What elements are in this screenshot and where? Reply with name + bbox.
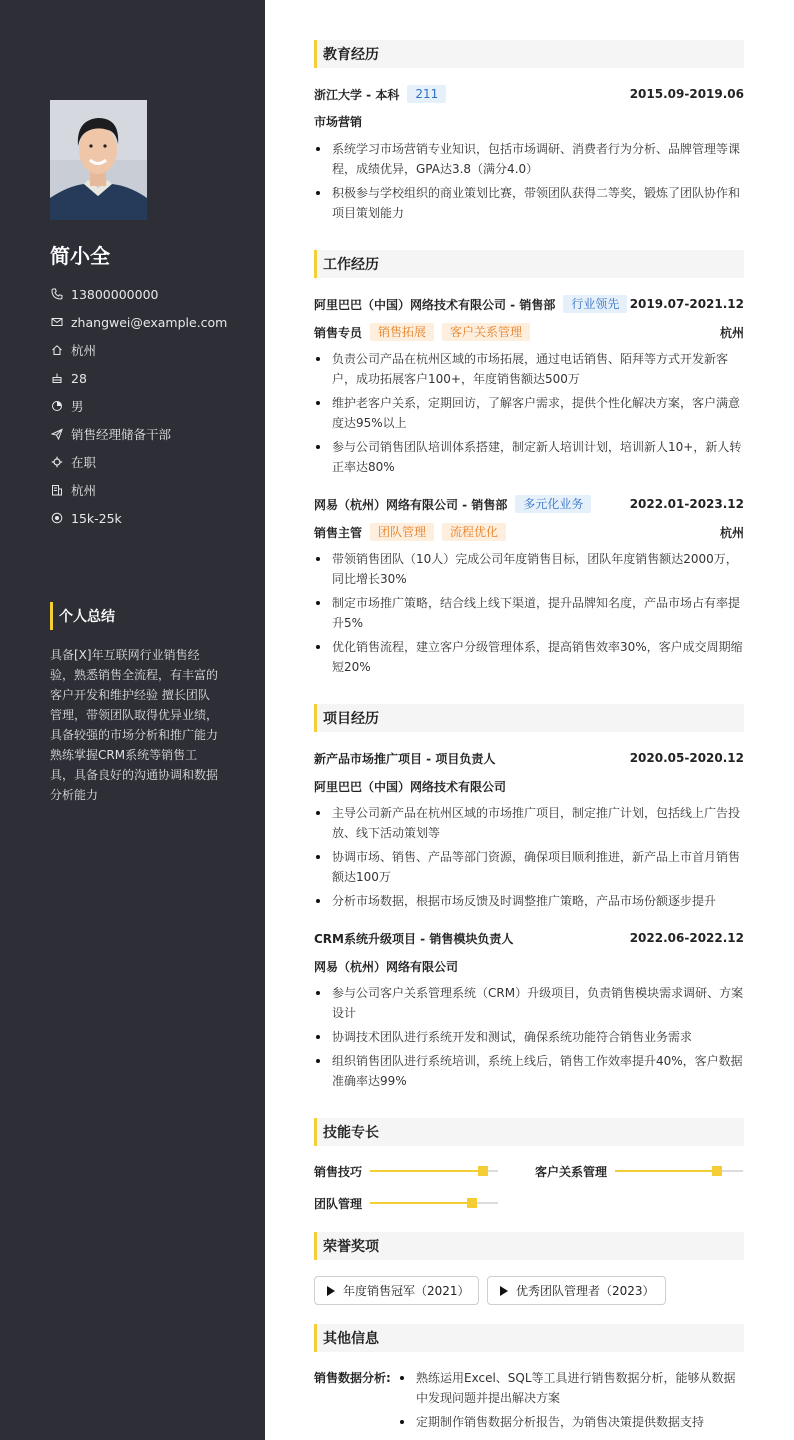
work-2-company: 网易（杭州）网络有限公司 - 销售部 xyxy=(314,497,508,512)
age-text: 28 xyxy=(71,370,87,386)
target-city-text: 杭州 xyxy=(71,483,97,498)
city-text: 杭州 xyxy=(71,343,97,358)
salary-text: 15k-25k xyxy=(71,510,122,526)
mail-icon xyxy=(50,316,63,329)
project-1-header xyxy=(314,748,744,768)
list-item: 带领销售团队（10人）完成公司年度销售目标，团队年度销售额达2000万，同比增长30% xyxy=(314,549,744,589)
list-item: 协调技术团队进行系统开发和测试，确保系统功能符合销售业务需求 xyxy=(314,1027,744,1047)
skill-level-fill xyxy=(615,1170,717,1172)
skill-level-fill xyxy=(370,1170,483,1172)
work-2-role: 销售主管 xyxy=(314,525,363,540)
status-text: 在职 xyxy=(71,455,97,470)
building-icon xyxy=(50,484,63,497)
list-item: 定期制作销售数据分析报告，为销售决策提供数据支持 xyxy=(398,1412,744,1432)
phone-text: 13800000000 xyxy=(71,286,159,302)
work-1-skill-tag: 销售拓展 xyxy=(370,323,434,341)
work-2-city: 杭州 xyxy=(719,525,744,540)
project-2-bullets xyxy=(314,983,744,1095)
work-2-role-row xyxy=(314,522,744,542)
work-2-header xyxy=(314,494,744,514)
work-1-tag: 行业领先 xyxy=(563,295,627,313)
skill-level-bar xyxy=(615,1170,743,1172)
school-name: 浙江大学 - 本科 xyxy=(314,87,400,102)
major-text: 市场营销 xyxy=(314,114,363,129)
award-item xyxy=(487,1276,666,1305)
info-status xyxy=(50,448,227,476)
summary-heading: 个人总结 xyxy=(50,602,115,630)
cake-icon xyxy=(50,372,63,385)
work-1-date: 2019.07-2021.12 xyxy=(629,297,744,311)
list-item: 维护老客户关系，定期回访，了解客户需求，提供个性化解决方案，客户满意度达95%以上 xyxy=(314,393,744,433)
list-item: 负责公司产品在杭州区域的市场拓展，通过电话销售、陌拜等方式开发新客户，成功拓展客户100+，年度销售额达500万 xyxy=(314,349,744,389)
school-tag: 211 xyxy=(407,85,446,103)
project-1-company: 阿里巴巴（中国）网络技术有限公司 xyxy=(314,779,507,794)
info-phone xyxy=(50,280,227,308)
skills-heading: 技能专长 xyxy=(314,1118,744,1146)
skill-row xyxy=(535,1161,743,1181)
list-item: 积极参与学校组织的商业策划比赛，带领团队获得二等奖，锻炼了团队协作和项目策划能力 xyxy=(314,183,744,223)
list-item: 协调市场、销售、产品等部门资源，确保项目顺利推进，新产品上市首月销售额达100万 xyxy=(314,847,744,887)
work-2-bullets xyxy=(314,549,744,681)
work-2-tag: 多元化业务 xyxy=(515,495,591,513)
contact-info-list xyxy=(50,280,227,532)
sidebar xyxy=(0,0,265,1440)
other-bullets xyxy=(398,1368,744,1436)
other-heading: 其他信息 xyxy=(314,1324,744,1352)
list-item: 优化销售流程，建立客户分级管理体系，提高销售效率30%，客户成交周期缩短20% xyxy=(314,637,744,677)
gender-text: 男 xyxy=(71,399,84,414)
work-2-skill-tag: 团队管理 xyxy=(370,523,434,541)
skill-level-bar xyxy=(370,1170,498,1172)
skill-name: 客户关系管理 xyxy=(535,1164,608,1179)
info-target-job xyxy=(50,420,227,448)
project-2-company: 网易（杭州）网络有限公司 xyxy=(314,959,459,974)
send-icon xyxy=(50,428,63,441)
triangle-icon xyxy=(327,1286,335,1296)
list-item: 组织销售团队进行系统培训，系统上线后，销售工作效率提升40%，客户数据准确率达99% xyxy=(314,1051,744,1091)
list-item: 熟练运用Excel、SQL等工具进行销售数据分析，能够从数据中发现问题并提出解决方案 xyxy=(398,1368,744,1408)
skill-level-fill xyxy=(370,1202,472,1204)
education-major xyxy=(314,111,744,131)
awards-heading: 荣誉奖项 xyxy=(314,1232,744,1260)
list-item: 主导公司新产品在杭州区域的市场推广项目，制定推广计划，包括线上广告投放、线下活动策划等 xyxy=(314,803,744,843)
skill-row xyxy=(314,1193,498,1213)
project-2-company-row xyxy=(314,956,744,976)
work-heading: 工作经历 xyxy=(314,250,744,278)
target-job-text: 销售经理储备干部 xyxy=(71,427,172,442)
info-target-city xyxy=(50,476,227,504)
work-1-header xyxy=(314,294,744,314)
skill-level-knob xyxy=(712,1166,722,1176)
work-1-bullets xyxy=(314,349,744,481)
work-1-city: 杭州 xyxy=(719,325,744,340)
work-1-company: 阿里巴巴（中国）网络技术有限公司 - 销售部 xyxy=(314,297,556,312)
work-1-skill-tag: 客户关系管理 xyxy=(442,323,530,341)
skill-level-bar xyxy=(370,1202,498,1204)
work-2-skill-tag: 流程优化 xyxy=(442,523,506,541)
info-city xyxy=(50,336,227,364)
info-email xyxy=(50,308,227,336)
candidate-name: 简小全 xyxy=(50,244,110,268)
status-icon xyxy=(50,456,63,469)
list-item: 参与公司客户关系管理系统（CRM）升级项目，负责销售模块需求调研、方案设计 xyxy=(314,983,744,1023)
home-icon xyxy=(50,344,63,357)
info-gender xyxy=(50,392,227,420)
info-age xyxy=(50,364,227,392)
project-1-name: 新产品市场推广项目 - 项目负责人 xyxy=(314,751,496,766)
work-1-role-row xyxy=(314,322,744,342)
projects-heading: 项目经历 xyxy=(314,704,744,732)
list-item: 参与公司销售团队培训体系搭建，制定新人培训计划，培训新人10+，新人转正率达80% xyxy=(314,437,744,477)
salary-icon xyxy=(50,512,63,525)
list-item: 分析市场数据，根据市场反馈及时调整推广策略，产品市场份额逐步提升 xyxy=(314,891,744,911)
education-date: 2015.09-2019.06 xyxy=(629,87,744,101)
summary-text: 具备[X]年互联网行业销售经验，熟悉销售全流程，有丰富的客户开发和维护经验 擅长团队管理，带领团队取得优异业绩，具备较强的市场分析和推广能力 熟练掌握CRM系统等销售工具，具备良好的沟通协调和数据分析能力 xyxy=(50,648,219,802)
phone-icon xyxy=(50,288,63,301)
skill-name: 团队管理 xyxy=(314,1196,363,1211)
work-1-role: 销售专员 xyxy=(314,325,363,340)
project-2-header xyxy=(314,928,744,948)
skill-level-knob xyxy=(478,1166,488,1176)
skill-name: 销售技巧 xyxy=(314,1164,363,1179)
work-2-date: 2022.01-2023.12 xyxy=(629,497,744,511)
email-text: zhangwei@example.com xyxy=(71,314,228,330)
skill-level-knob xyxy=(467,1198,477,1208)
skill-row xyxy=(314,1161,498,1181)
education-header xyxy=(314,84,744,104)
project-1-date: 2020.05-2020.12 xyxy=(629,751,744,765)
award-label: 优秀团队管理者（2023） xyxy=(516,1284,655,1298)
other-label: 销售数据分析: xyxy=(314,1371,391,1385)
award-label: 年度销售冠军（2021） xyxy=(343,1284,470,1298)
gender-icon xyxy=(50,400,63,413)
education-heading: 教育经历 xyxy=(314,40,744,68)
project-1-company-row xyxy=(314,776,744,796)
list-item: 系统学习市场营销专业知识，包括市场调研、消费者行为分析、品牌管理等课程，成绩优异，GPA达3.8（满分4.0） xyxy=(314,139,744,179)
project-2-name: CRM系统升级项目 - 销售模块负责人 xyxy=(314,931,514,946)
triangle-icon xyxy=(500,1286,508,1296)
education-bullets xyxy=(314,139,744,227)
list-item: 制定市场推广策略，结合线上线下渠道，提升品牌知名度，产品市场占有率提升5% xyxy=(314,593,744,633)
award-item xyxy=(314,1276,479,1305)
info-salary xyxy=(50,504,227,532)
project-2-date: 2022.06-2022.12 xyxy=(629,931,744,945)
avatar xyxy=(50,100,147,220)
project-1-bullets xyxy=(314,803,744,915)
